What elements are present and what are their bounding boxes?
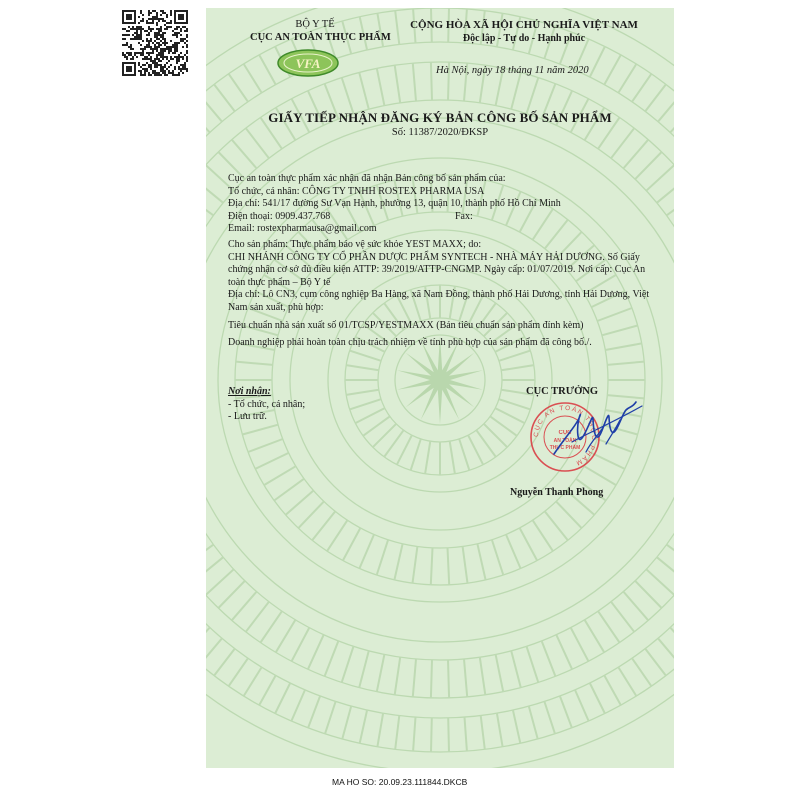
manufacturer-paragraph: CHI NHÁNH CÔNG TY CỔ PHẦN DƯỢC PHẨM SYNTECH - NHÀ MÁY HẢI DƯƠNG. Số Giấy chứng nhận cơ sở đủ điều kiện ATTP: 39/2019/ATTP-CNGMP. Ngày cấp: 01/07/2019. Nơi cấp: Cục An toàn thực phẩm – Bộ Y tế <box>228 251 646 288</box>
recipients-label: Nơi nhận: <box>228 386 271 397</box>
standard-line: Tiêu chuẩn nhà sản xuất số 01/TCSP/YESTMAXX (Bản tiêu chuẩn sản phẩm đính kèm) <box>228 319 584 331</box>
document-title: GIẤY TIẾP NHẬN ĐĂNG KÝ BẢN CÔNG BỐ SẢN PHẨM <box>268 110 612 125</box>
svg-text:VFA: VFA <box>295 56 321 71</box>
ministry-heading <box>250 18 391 44</box>
recipient-item: - Lưu trữ. <box>228 411 267 422</box>
svg-text:THỰC PHẨM: THỰC PHẨM <box>549 445 581 451</box>
svg-text:AN TOÀN: AN TOÀN <box>553 438 577 444</box>
agency-name: CỤC AN TOÀN THỰC PHẨM <box>250 32 391 43</box>
svg-text:CỤC: CỤC <box>558 430 572 436</box>
national-motto: Độc lập - Tự do - Hạnh phúc <box>462 33 586 44</box>
svg-text:CỤC AN TOÀN THỰC PHẨM: CỤC AN TOÀN THỰC PHẨM <box>532 404 598 467</box>
signer-position: CỤC TRƯỞNG <box>526 386 599 397</box>
phone-text: Điện thoại: 0909.437.768 <box>228 210 331 222</box>
address-line: Địa chỉ: 541/17 đường Sư Vạn Hạnh, phường 13, quận 10, thành phố Hồ Chí Minh <box>228 198 561 210</box>
responsibility-line: Doanh nghiệp phải hoàn toàn chịu trách nhiệm về tính phù hợp của sản phẩm đã công bố./. <box>228 337 592 349</box>
document-body <box>228 173 658 350</box>
ministry-name: BỘ Y TẾ <box>295 19 335 30</box>
fax-text: Fax: <box>455 210 473 222</box>
handwritten-signature <box>546 396 646 466</box>
republic-name: CỘNG HÒA XÃ HỘI CHỦ NGHĨA VIỆT NAM <box>410 19 638 31</box>
national-heading <box>392 18 656 46</box>
document-number: Số: 11387/2020/ĐKSP <box>391 127 489 138</box>
dossier-code: MA HO SO: 20.09.23.111844.DKCB <box>332 777 468 787</box>
recipient-item: - Tổ chức, cá nhân; <box>228 398 306 410</box>
phone-fax-line <box>228 211 658 224</box>
email-line: Email: rostexpharmausa@gmail.com <box>228 223 377 235</box>
certificate-document <box>206 8 674 768</box>
intro-line: Cục an toàn thực phẩm xác nhận đã nhận Bản công bố sản phẩm của: <box>228 173 506 184</box>
qr-code <box>122 10 188 76</box>
vfa-logo <box>276 48 340 78</box>
organization-line: Tổ chức, cá nhân: CÔNG TY TNHH ROSTEX PHARMA USA <box>228 185 485 197</box>
manufacturer-address: Địa chỉ: Lô CN3, cụm công nghiệp Ba Hàng, xã Nam Đồng, thành phố Hải Dương, tỉnh Hải Dương, Việt Nam sản xuất, phù hợp: <box>228 289 650 313</box>
recipients-block <box>228 386 428 424</box>
product-line: Cho sản phẩm: Thực phẩm bảo vệ sức khỏe YEST MAXX; do: <box>228 238 482 250</box>
signer-name: Nguyễn Thanh Phong <box>510 487 604 498</box>
issue-date: Hà Nội, ngày 18 tháng 11 năm 2020 <box>436 65 589 76</box>
